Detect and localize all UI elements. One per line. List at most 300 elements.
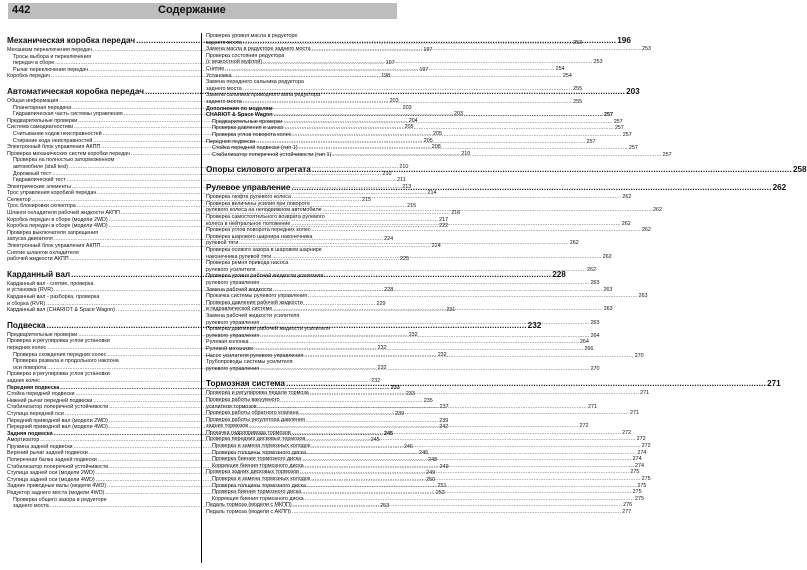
toc-page-number: 257 — [662, 151, 672, 158]
toc-page-number: 217 — [439, 216, 449, 223]
toc-entry — [206, 260, 396, 267]
toc-entry-title: Коррекция биения тормозного диска — [212, 495, 304, 502]
page-header — [8, 3, 397, 19]
toc-entry-title: Проверка уровня рабочей жидкости усилителя — [206, 273, 324, 280]
toc-entry-title: Предварительные проверки — [7, 331, 78, 338]
toc-entry-title: Предварительные проверки — [7, 117, 78, 124]
toc-entry-title: Проверка состояния редуктора — [206, 52, 285, 59]
toc-entry-title: Электронный блок управления АКПП — [7, 144, 101, 151]
toc-entry — [206, 436, 646, 443]
toc-entry — [206, 273, 396, 280]
toc-entry-title: Проверка шарового шарнира наконечника — [206, 233, 313, 240]
toc-entry-title: Проверка и регулировка углов установки — [7, 371, 110, 378]
toc-entry-title: Проверка работы обратного клапана — [206, 410, 299, 417]
toc-entry-title: Считывание кодов неисправностей — [13, 130, 102, 137]
toc-entry — [206, 85, 583, 93]
toc-entry-title: Педаль тормоза (модели с АКПП) — [206, 509, 291, 515]
toc-entry-title: Механизм переключения передач — [7, 47, 92, 53]
toc-page-number: 272 — [636, 436, 646, 443]
toc-page-number: 263 — [590, 319, 600, 326]
toc-page-number: 232 — [408, 331, 418, 338]
toc-page-number: 264 — [590, 332, 600, 339]
toc-entry — [206, 79, 396, 86]
toc-entry-title: рулевого колеса на неподвижном автомобиле — [206, 207, 322, 214]
toc-entry-title: Замена масла в редукторе заднего моста — [206, 46, 311, 53]
toc-entry-title: Проверка и замена тормозных колодок — [212, 443, 311, 450]
toc-page-number: 263 — [590, 280, 600, 286]
toc-page-number: 254 — [562, 72, 572, 79]
toc-entry-title: передач в сборе — [13, 60, 55, 67]
toc-entry-title: Проверка самостоятельного возврата рулевого — [206, 214, 325, 221]
toc-page-number: 272 — [641, 443, 651, 450]
toc-entry-title: Передний приводной вал (модели 4WD) — [7, 424, 108, 431]
toc-entry-title: Общая информация — [7, 97, 59, 104]
toc-entry-title: задних тормозов — [206, 423, 249, 430]
toc-entry-title: Коробка передач в сборе (модели 4WD) — [7, 223, 108, 230]
toc-page-number: 262 — [772, 183, 787, 193]
toc-entry-title: Рычаг переключения передач — [13, 66, 88, 73]
toc-page-number: 262 — [586, 266, 596, 273]
dot-leader — [292, 509, 621, 516]
toc-entry-title: Проверка общего зазора в редукторе — [13, 496, 107, 503]
toc-entry-title: Проверка толщины тормозного диска — [212, 449, 307, 456]
toc-entry-title: Редуктор заднего моста (модели 4WD) — [7, 490, 105, 497]
toc-entry — [206, 92, 396, 99]
toc-page-number: 210 — [399, 163, 409, 170]
toc-entry-title: усилителя тормозов — [206, 403, 257, 410]
toc-page-number: 275 — [632, 489, 642, 496]
toc-entry — [206, 98, 583, 106]
toc-entry-title: Система самодиагностики — [7, 124, 74, 131]
toc-entry-title: Поперечная балка задней подвески — [7, 457, 97, 464]
dot-leader — [232, 73, 561, 80]
toc-entry — [7, 338, 197, 345]
toc-page-number: 262 — [652, 207, 662, 214]
toc-entry-title: запуска двигателя — [7, 236, 53, 243]
toc-page-number: 203 — [389, 97, 399, 104]
toc-entry-title: Механическая коробка передач — [7, 36, 136, 45]
toc-entry — [7, 157, 197, 164]
dot-leader — [284, 125, 613, 132]
toc-entry — [7, 54, 197, 61]
column-divider — [201, 33, 202, 563]
toc-entry-title: Тросы выбора и переключения — [13, 53, 91, 60]
toc-page-number: 245 — [383, 430, 393, 437]
toc-page-number: 204 — [408, 117, 418, 124]
toc-entry-title: Планетарная передача — [13, 104, 72, 111]
toc-entry-title: Трос управления коробкой передач — [7, 190, 97, 197]
toc-entry — [206, 194, 632, 201]
toc-page-number: 246 — [403, 443, 413, 450]
toc-entry-title: Рулевая колонка — [206, 339, 249, 346]
dot-leader — [243, 86, 572, 93]
dot-leader — [258, 404, 587, 411]
toc-entry — [206, 417, 396, 424]
toc-entry-title: Предварительные проверки — [212, 118, 283, 125]
toc-page-number: 275 — [641, 476, 651, 483]
section-spacer — [7, 80, 197, 84]
toc-page-number: 210 — [382, 170, 392, 177]
toc-entry-title: заднего моста — [206, 85, 242, 92]
toc-page-number: 228 — [384, 287, 394, 294]
toc-entry — [206, 59, 603, 66]
toc-entry — [7, 117, 418, 125]
toc-entry-title: Дорожный тест — [13, 170, 52, 177]
dot-leader — [312, 46, 641, 53]
toc-page-number: 215 — [407, 203, 417, 210]
toc-entry — [206, 293, 648, 300]
toc-entry-title: Проверка выключателя запрещения — [7, 229, 99, 236]
dot-leader — [323, 207, 652, 214]
toc-entry-title: Замена сальника приводного вала редуктора — [206, 92, 321, 99]
toc-entry-title: Установка — [206, 72, 232, 79]
toc-entry — [206, 397, 396, 404]
dot-leader — [292, 132, 621, 139]
toc-entry-title: колеса в нейтральное положение — [206, 220, 291, 227]
toc-entry — [206, 39, 583, 47]
toc-entry-title: Стабилизатор поперечной устойчивости — [7, 463, 109, 470]
dot-leader — [273, 306, 602, 313]
dot-leader — [260, 333, 589, 340]
toc-entry-title: Передняя подвеска — [206, 138, 256, 145]
toc-entry — [206, 33, 396, 40]
dot-leader — [243, 99, 572, 106]
toc-page-number: 274 — [632, 456, 642, 463]
toc-entry — [206, 72, 572, 80]
toc-entry-title: Шланги охладителя рабочей жидкости АКПП — [7, 210, 120, 217]
toc-entry-title: Проверка механических систем коробки передач — [7, 150, 130, 157]
toc-page-number: 231 — [446, 307, 456, 314]
toc-page-number: 262 — [641, 227, 651, 234]
toc-entry — [7, 371, 197, 378]
toc-entry — [7, 497, 197, 504]
toc-entry — [206, 214, 396, 221]
toc-entry-title: Замена рабочей жидкости усилителя — [206, 312, 300, 319]
dot-leader — [274, 112, 603, 119]
section-spacer — [206, 176, 396, 180]
toc-page-number: 253 — [641, 46, 651, 53]
dot-leader — [299, 145, 628, 152]
toc-entry-title: Ступица задней оси (модели 2WD) — [7, 470, 95, 477]
toc-page-number: 253 — [593, 59, 603, 66]
toc-entry-title: Нижний рычаг передней подвески — [7, 397, 93, 404]
toc-entry-title: Ступица задней оси (модели 4WD) — [7, 476, 95, 483]
toc-entry-title: автомобиле (stall test) — [13, 163, 68, 170]
section-spacer — [206, 158, 396, 162]
toc-entry-title: Проверка величины усилия при повороте — [206, 200, 310, 207]
toc-page-number: 274 — [635, 462, 645, 469]
toc-page-number: 263 — [603, 286, 613, 293]
toc-page-number: 197 — [423, 47, 433, 53]
toc-page-number: 275 — [635, 495, 645, 502]
toc-entry-title: передних колес — [7, 344, 47, 351]
toc-page-number: 233 — [390, 384, 400, 391]
toc-page-number: 253 — [380, 503, 390, 510]
dot-leader — [307, 483, 636, 490]
toc-page-number: 257 — [628, 145, 638, 152]
dot-leader — [305, 463, 634, 470]
dot-leader — [292, 194, 621, 201]
dot-leader — [272, 254, 601, 261]
toc-entry-title: заднего моста — [206, 98, 242, 105]
dot-leader — [243, 40, 572, 47]
section-spacer — [206, 372, 396, 376]
toc-entry — [206, 247, 396, 254]
toc-page-number: 222 — [439, 223, 449, 230]
toc-page-number: 272 — [579, 423, 589, 430]
toc-entry — [206, 495, 645, 503]
toc-page-number: 257 — [613, 118, 623, 125]
toc-entry-title: Проверка на полностью заторможенном — [13, 157, 115, 164]
toc-page-number: 242 — [439, 424, 449, 431]
toc-page-number: 257 — [603, 112, 613, 119]
toc-entry-title: Карданный вал — [7, 269, 71, 279]
toc-entry-title: Прокачка гидропривода тормозов — [206, 429, 291, 436]
toc-entry — [206, 509, 632, 516]
toc-entry-title: Передний приводной вал (модели 2WD) — [7, 417, 108, 424]
toc-page-number: 250 — [426, 476, 436, 483]
dot-leader — [304, 353, 633, 360]
toc-page-number: 203 — [402, 104, 412, 111]
dot-leader — [283, 119, 612, 126]
section-spacer — [7, 263, 197, 267]
page-title: Содержание — [158, 4, 226, 16]
toc-page-number: 257 — [622, 131, 632, 138]
dot-leader — [307, 450, 636, 457]
toc-page-number: 249 — [426, 470, 436, 477]
dot-leader — [263, 59, 592, 66]
dot-leader — [291, 183, 771, 193]
toc-page-number: 277 — [622, 509, 632, 515]
section-spacer — [7, 314, 197, 318]
toc-page-number: 228 — [552, 269, 566, 279]
toc-entry-title: Замена рабочей жидкости — [206, 286, 273, 293]
toc-entry-title: рулевого усилителя — [206, 266, 256, 273]
toc-entry-title: Проверка передних дисковых тормозов — [206, 436, 306, 443]
toc-page-number: 262 — [621, 220, 631, 227]
toc-page-number: 257 — [586, 138, 596, 145]
toc-page-number: 232 — [527, 320, 542, 330]
toc-page-number: 232 — [437, 351, 447, 358]
toc-entry-title: наконечника рулевой тяги — [206, 253, 272, 260]
toc-page-number: 262 — [569, 240, 579, 247]
toc-page-number: 232 — [371, 377, 381, 384]
toc-entry-title: оси поворота — [13, 364, 47, 371]
toc-entry-title: Стабилизатор поперечной устойчивости (тип 1) — [212, 151, 332, 158]
toc-entry-title: Проверка схождения передних колес — [13, 351, 107, 358]
toc-entry-title: Амортизатор — [7, 437, 40, 444]
toc-page-number: 263 — [638, 293, 648, 300]
toc-entry-title: Гидравлическая часть системы управления — [13, 111, 123, 118]
toc-entry-title: Проверка углов поворота колес — [212, 131, 292, 138]
toc-page-number: 272 — [622, 429, 632, 436]
toc-page-number: 197 — [419, 66, 429, 73]
toc-entry-title: Подвеска — [7, 320, 46, 330]
toc-entry-title: Проверка давления в шинах — [212, 125, 284, 132]
toc-entry — [206, 502, 633, 509]
toc-entry — [206, 339, 589, 346]
toc-entry-title: рулевого управления — [206, 365, 260, 372]
dot-leader — [302, 489, 631, 496]
dot-leader — [260, 366, 589, 373]
toc-page-number: 196 — [617, 36, 631, 45]
toc-entry-title: Снятие — [206, 65, 225, 72]
toc-entry-title: Автоматическая коробка передач — [7, 86, 144, 96]
toc-entry-title: рулевого управления — [206, 319, 260, 326]
toc-entry-title: рулевого управления — [206, 332, 260, 339]
toc-entry-title: Стойка передней подвески — [7, 391, 75, 398]
toc-page-number: 229 — [376, 300, 386, 307]
toc-entry-title: Селектор — [7, 196, 31, 203]
toc-entry — [7, 190, 437, 197]
toc-entry — [7, 358, 197, 365]
toc-page-number: 197 — [385, 60, 395, 67]
toc-entry-title: Дополнения по моделям — [206, 105, 273, 112]
toc-entry-title: Проверка люфта рулевого колеса — [206, 194, 291, 201]
toc-entry-title: Замена переднего сальника редуктора — [206, 79, 304, 86]
toc-entry-title: Проверка развала и продольного наклона — [13, 358, 119, 365]
dot-leader — [306, 436, 635, 443]
toc-page-number: 205 — [404, 124, 414, 131]
dot-leader — [239, 240, 568, 247]
toc-page-number: 232 — [377, 364, 387, 371]
toc-page-number: 235 — [423, 397, 433, 404]
toc-entry-title: Ступица передней оси — [7, 410, 64, 417]
toc-entry-title: Стабилизатор поперечной устойчивости — [7, 404, 109, 411]
toc-entry-title: Проверка давления рабочей жидкости — [206, 299, 303, 306]
toc-entry — [206, 313, 396, 320]
page-number: 442 — [12, 4, 31, 16]
toc-page-number: 254 — [555, 65, 565, 72]
toc-entry-title: Рулевой механизм — [206, 345, 254, 352]
toc-entry-title: Проверка и регулировка педали тормоза — [206, 390, 309, 397]
toc-entry-title: рулевого управления — [206, 280, 260, 286]
toc-entry — [206, 201, 396, 208]
dot-leader — [311, 443, 640, 450]
toc-page-number: 257 — [614, 125, 624, 132]
toc-entry — [206, 429, 632, 437]
toc-page-number: 205 — [423, 137, 433, 144]
toc-entry-title: CHARIOT & Space Wagon — [206, 112, 273, 119]
toc-entry-title: Коробка передач в сборе (модели 2WD) — [7, 216, 108, 223]
toc-entry-title: Трос блокировки селектора — [7, 203, 76, 210]
toc-entry — [206, 365, 600, 373]
dot-leader — [305, 496, 634, 503]
toc-page-number: 224 — [431, 243, 441, 250]
toc-entry-title: рабочей жидкости АКПП — [7, 256, 69, 263]
dot-leader — [293, 502, 622, 509]
toc-page-number: 255 — [573, 85, 583, 92]
toc-entry-title: Стирание кода неисправностей — [13, 137, 93, 144]
toc-page-number: 253 — [435, 490, 445, 497]
toc-page-number: 224 — [384, 236, 394, 243]
toc-entry-title: Пружина задней подвески — [7, 443, 73, 450]
toc-entry-title: Карданный вал (CHARIOT & Space Wagon) — [7, 307, 115, 314]
toc-entry-title: Проверка ремня привода насоса — [206, 260, 289, 267]
toc-entry-title: Проверка толщины тормозного диска — [212, 482, 307, 489]
dot-leader — [254, 346, 583, 353]
toc-entry-title: Проверка работы вакуумного — [206, 396, 280, 403]
toc-entry — [206, 106, 396, 113]
toc-entry-title: Задние приводные валы (модели 4WD) — [7, 483, 107, 490]
toc-page-number: 253 — [573, 39, 583, 46]
toc-entry — [7, 177, 406, 184]
dot-leader — [332, 152, 661, 159]
toc-page-number: 246 — [419, 450, 429, 457]
toc-entry-title: Передняя подвеска — [7, 384, 60, 391]
toc-entry-title: Проверка уровня масла в редукторе — [206, 33, 298, 39]
toc-page-number: 215 — [362, 196, 372, 203]
toc-page-number: 271 — [767, 379, 781, 389]
toc-entry-title: Педаль тормоза (модели с МКПП) — [206, 502, 292, 509]
toc-page-number: 276 — [623, 502, 633, 509]
toc-page-number: 270 — [590, 365, 600, 372]
toc-page-number: 211 — [396, 177, 406, 184]
toc-entry-title: Проверка и замена тормозных колодок — [212, 476, 311, 483]
toc-page-number: 271 — [640, 390, 650, 397]
toc-entry-title: Насос усилителя рулевого управления — [206, 352, 304, 359]
toc-page-number: 225 — [399, 256, 409, 263]
dot-leader — [302, 456, 631, 463]
toc-page-number: 216 — [451, 210, 461, 217]
toc-page-number: 245 — [370, 437, 380, 444]
toc-page-number: 239 — [395, 410, 405, 417]
toc-entry-title: Проверка работы регулятора давления — [206, 416, 305, 423]
toc-page-number: 249 — [439, 463, 449, 470]
toc-page-number: 203 — [626, 86, 640, 96]
dot-leader — [310, 390, 639, 397]
toc-page-number: 274 — [637, 449, 647, 456]
toc-entry-title: Коррекция биения тормозного диска — [212, 462, 304, 469]
dot-leader — [256, 139, 585, 146]
toc-page-number: 275 — [637, 482, 647, 489]
toc-page-number: 271 — [630, 410, 640, 417]
toc-entry — [206, 286, 613, 294]
toc-page-number: 213 — [402, 183, 412, 190]
dot-leader — [292, 430, 621, 437]
toc-entry-title: Проверка задних дисковых тормозов — [206, 469, 299, 476]
dot-leader — [311, 476, 640, 483]
toc-entry-title: Стойка передней подвески (тип 1) — [212, 145, 298, 152]
toc-entry-title: в гидравлической системе — [206, 306, 273, 313]
toc-entry-title: Проверка давления рабочей жидкости усилителя — [206, 326, 330, 333]
toc-entry-title: Опоры силового агрегата — [206, 165, 311, 175]
toc-entry — [206, 326, 396, 333]
toc-page-number: 208 — [431, 144, 441, 151]
toc-entry-title: Снятие шлангов охладителя — [7, 249, 79, 256]
dot-leader — [312, 227, 641, 234]
toc-entry-title: и сборка (RVR) — [7, 300, 46, 307]
dot-leader — [312, 165, 792, 175]
toc-page-number: 233 — [405, 391, 415, 398]
dot-leader — [250, 339, 579, 346]
toc-page-number: 262 — [622, 194, 632, 201]
toc-entry-title: заднего моста — [13, 503, 49, 510]
dot-leader — [249, 423, 578, 430]
toc-entry-title: (с вязкостной муфтой) — [206, 59, 263, 66]
toc-entry — [206, 359, 396, 366]
toc-entry — [206, 345, 594, 353]
toc-entry-title: Задняя подвеска — [7, 430, 53, 437]
toc-page-number: 264 — [579, 339, 589, 346]
toc-entry-title: и установка (RVR) — [7, 287, 53, 294]
toc-page-number: 255 — [573, 98, 583, 105]
toc-page-number: 251 — [437, 483, 447, 490]
toc-entry-title: Карданный вал - снятие, проверка — [7, 280, 94, 287]
toc-page-number: 270 — [634, 352, 644, 359]
toc-page-number: 248 — [428, 457, 438, 464]
dot-leader — [300, 410, 629, 417]
